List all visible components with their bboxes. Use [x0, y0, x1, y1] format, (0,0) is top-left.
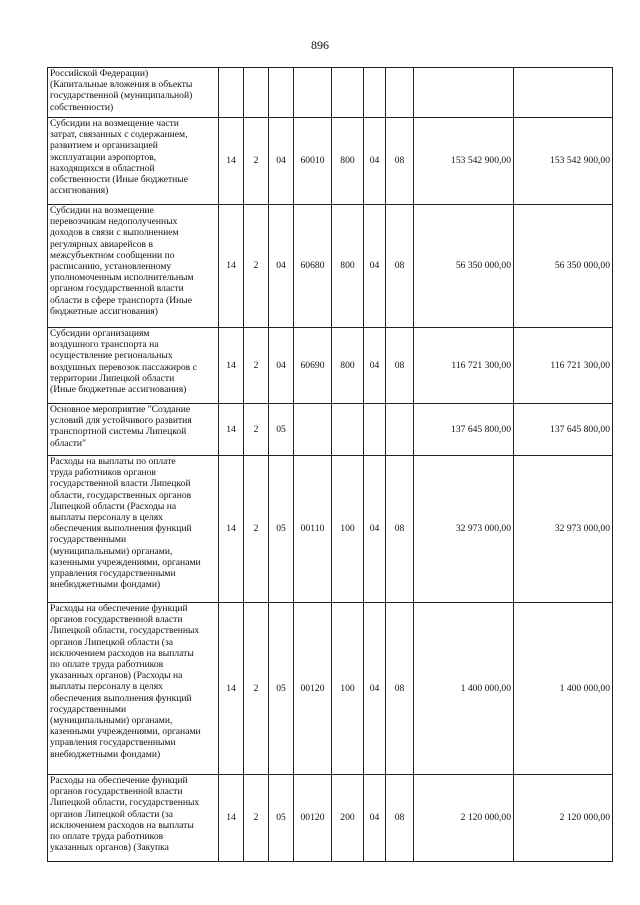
code-cs [294, 404, 332, 456]
code-glava [219, 68, 244, 118]
row-name: Субсидии на возмещение части затрат, связанных с содержанием, развитием и организацией эксплуатации аэропортов, находящихся в областной собственности (Иные бюджетные ассигнования) [48, 118, 219, 205]
code-pr: 05 [269, 775, 294, 862]
amount-1: 1 400 000,00 [414, 603, 514, 775]
code-pr: 05 [269, 456, 294, 603]
code-k1: 04 [364, 328, 386, 404]
code-glava: 14 [219, 456, 244, 603]
code-rz: 2 [244, 205, 269, 328]
code-k2: 08 [386, 456, 414, 603]
budget-table [47, 67, 613, 862]
code-rz: 2 [244, 404, 269, 456]
code-k2: 08 [386, 118, 414, 205]
code-glava: 14 [219, 118, 244, 205]
amount-2: 153 542 900,00 [514, 118, 613, 205]
code-pr: 04 [269, 118, 294, 205]
code-glava: 14 [219, 205, 244, 328]
code-k1: 04 [364, 775, 386, 862]
amount-1: 116 721 300,00 [414, 328, 514, 404]
code-k1: 04 [364, 205, 386, 328]
code-rz: 2 [244, 328, 269, 404]
code-cs: 00120 [294, 603, 332, 775]
code-rz: 2 [244, 603, 269, 775]
table-row [48, 68, 613, 118]
code-vr: 100 [332, 603, 364, 775]
code-k2 [386, 404, 414, 456]
table-row [48, 205, 613, 328]
code-pr: 05 [269, 603, 294, 775]
code-cs [294, 68, 332, 118]
amount-2: 116 721 300,00 [514, 328, 613, 404]
row-name: Расходы на обеспечение функций органов государственной власти Липецкой области, государственных органов Липецкой области (за исключением расходов на выплаты по оплате труда работников указанных органов) (Расходы на выплаты персоналу в целях обеспечения выполнения функций государственными (муниципальными) органами, казенными учреждениями, органами управления государственными внебюджетными фондами) [48, 603, 219, 775]
code-vr [332, 404, 364, 456]
page-number: 896 [311, 38, 329, 52]
code-glava: 14 [219, 328, 244, 404]
amount-2: 2 120 000,00 [514, 775, 613, 862]
code-k1 [364, 68, 386, 118]
code-cs: 00120 [294, 775, 332, 862]
amount-2: 56 350 000,00 [514, 205, 613, 328]
amount-1: 2 120 000,00 [414, 775, 514, 862]
table-row [48, 456, 613, 603]
code-k1: 04 [364, 118, 386, 205]
row-name: Расходы на выплаты по оплате труда работников органов государственной власти Липецкой области, государственных органов Липецкой области (Расходы на выплаты персоналу в целях обеспечения выполнения функций государственными (муниципальными) органами, казенными учреждениями, органами управления государственными внебюджетными фондами) [48, 456, 219, 603]
table-row [48, 118, 613, 205]
code-k1: 04 [364, 603, 386, 775]
code-vr: 800 [332, 205, 364, 328]
code-cs: 60010 [294, 118, 332, 205]
table-row [48, 603, 613, 775]
code-rz: 2 [244, 775, 269, 862]
code-k1: 04 [364, 456, 386, 603]
code-vr [332, 68, 364, 118]
code-cs: 00110 [294, 456, 332, 603]
code-cs: 60680 [294, 205, 332, 328]
code-pr: 04 [269, 328, 294, 404]
row-name: Субсидии организациям воздушного транспорта на осуществление региональных воздушных перевозок пассажиров с территории Липецкой области (Иные бюджетные ассигнования) [48, 328, 219, 404]
code-glava: 14 [219, 404, 244, 456]
amount-2: 1 400 000,00 [514, 603, 613, 775]
code-k2 [386, 68, 414, 118]
amount-1: 56 350 000,00 [414, 205, 514, 328]
row-name: Российской Федерации) (Капитальные вложения в объекты государственной (муниципальной) собственности) [48, 68, 219, 118]
code-rz [244, 68, 269, 118]
code-vr: 800 [332, 328, 364, 404]
table-row [48, 328, 613, 404]
code-pr [269, 68, 294, 118]
row-name: Основное мероприятие "Создание условий для устойчивого развития транспортной системы Липецкой области" [48, 404, 219, 456]
amount-2: 32 973 000,00 [514, 456, 613, 603]
code-cs: 60690 [294, 328, 332, 404]
code-rz: 2 [244, 118, 269, 205]
amount-1: 153 542 900,00 [414, 118, 514, 205]
amount-2: 137 645 800,00 [514, 404, 613, 456]
code-glava: 14 [219, 775, 244, 862]
code-k2: 08 [386, 205, 414, 328]
amount-1: 137 645 800,00 [414, 404, 514, 456]
amount-1: 32 973 000,00 [414, 456, 514, 603]
code-glava: 14 [219, 603, 244, 775]
table-row [48, 404, 613, 456]
code-vr: 100 [332, 456, 364, 603]
amount-1 [414, 68, 514, 118]
row-name: Расходы на обеспечение функций органов государственной власти Липецкой области, государственных органов Липецкой области (за исключением расходов на выплаты по оплате труда работников указанных органов) (Закупка [48, 775, 219, 862]
code-rz: 2 [244, 456, 269, 603]
code-k2: 08 [386, 775, 414, 862]
code-k2: 08 [386, 603, 414, 775]
code-pr: 05 [269, 404, 294, 456]
table-row [48, 775, 613, 862]
code-pr: 04 [269, 205, 294, 328]
code-vr: 200 [332, 775, 364, 862]
code-k2: 08 [386, 328, 414, 404]
amount-2 [514, 68, 613, 118]
code-k1 [364, 404, 386, 456]
row-name: Субсидии на возмещение перевозчикам недополученных доходов в связи с выполнением регулярных авиарейсов в межсубъектном сообщении по расписанию, установленному уполномоченным исполнительным органом государственной власти области в сфере транспорта (Иные бюджетные ассигнования) [48, 205, 219, 328]
code-vr: 800 [332, 118, 364, 205]
